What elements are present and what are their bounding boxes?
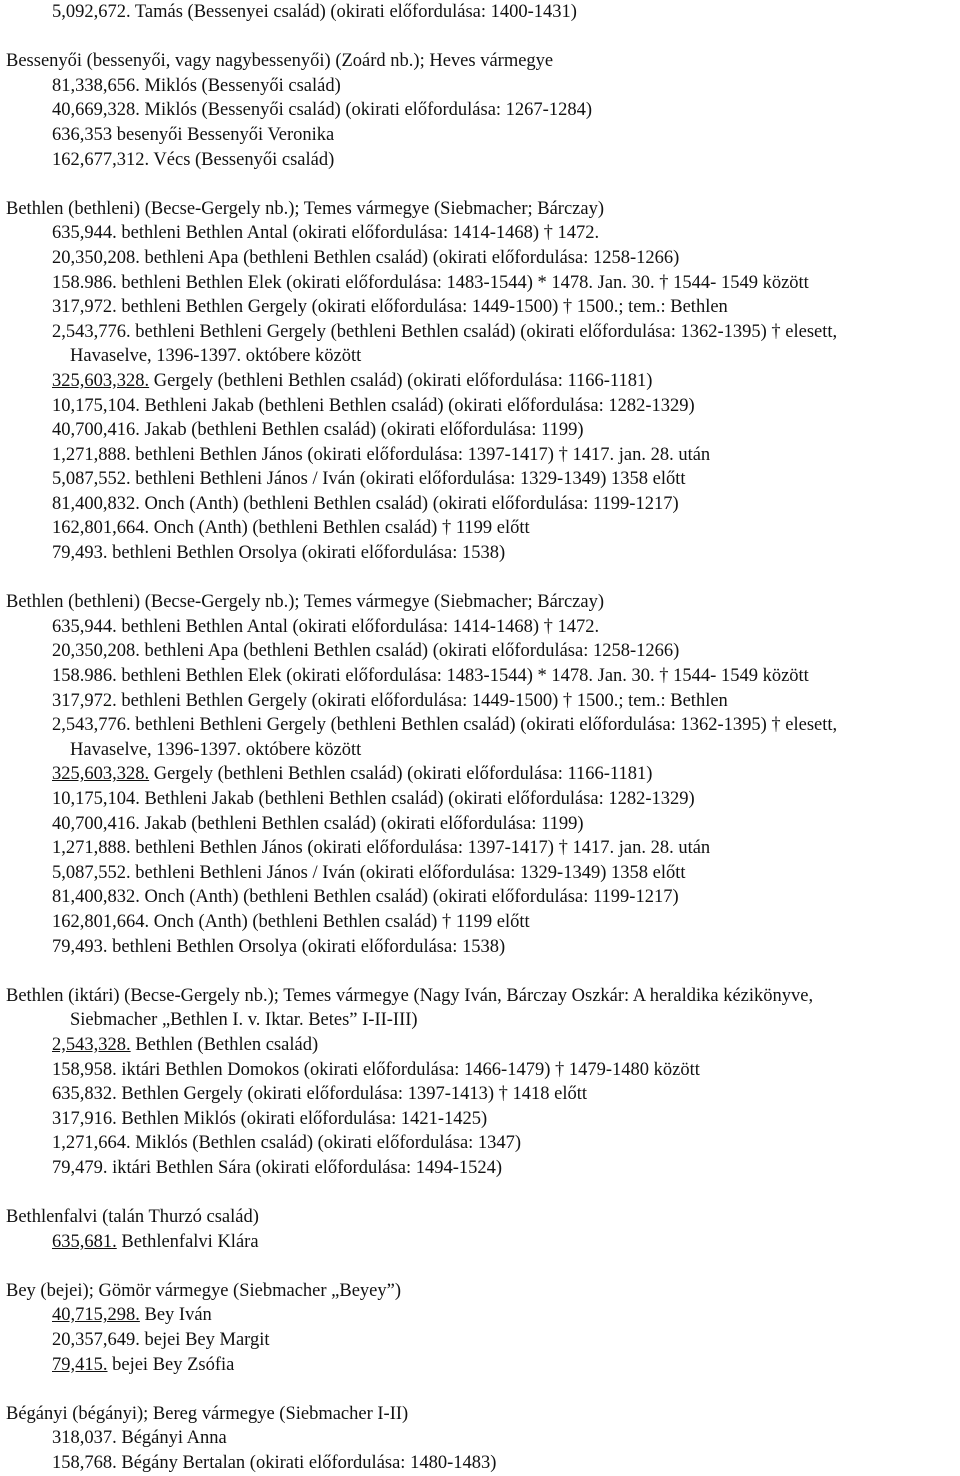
ancestor-number: 636,353 xyxy=(52,124,113,145)
family-entry xyxy=(6,1181,960,1255)
ancestor-line xyxy=(6,1353,960,1378)
ancestor-number: 635,681. xyxy=(52,1231,117,1252)
ancestor-description: bethleni Apa (bethleni Bethlen család) (okirati előfordulása: 1258-1266) xyxy=(139,641,680,662)
ancestor-number: 317,972. xyxy=(52,690,117,711)
family-heading: Bégányi (bégányi); Bereg vármegye (Siebmacher I-II) xyxy=(6,1403,409,1424)
ancestor-number: 5,087,552. xyxy=(52,862,131,883)
ancestor-line xyxy=(6,320,960,345)
ancestor-description: bethleni Bethleni János / Iván (okirati előfordulása: 1329-1349) 1358 előtt xyxy=(130,469,686,490)
ancestor-number: 162,801,664. xyxy=(52,911,150,932)
ancestor-number: 81,338,656. xyxy=(52,75,140,96)
ancestor-line xyxy=(6,885,960,910)
ancestor-number: 40,700,416. xyxy=(52,813,140,834)
ancestor-number: 635,832. xyxy=(52,1084,117,1105)
ancestor-description-continued: Havaselve, 1396-1397. októbere között xyxy=(70,739,362,760)
ancestor-number: 162,677,312. xyxy=(52,149,150,170)
ancestor-line xyxy=(6,935,960,960)
family-entry xyxy=(6,566,960,960)
ancestor-description: bethleni Bethlen János (okirati előfordulása: 1397-1417) † 1417. jan. 28. után xyxy=(130,444,711,465)
ancestor-line xyxy=(6,1058,960,1083)
ancestor-line xyxy=(6,762,960,787)
ancestor-number: 10,175,104. xyxy=(52,395,140,416)
entry-spacer xyxy=(6,172,960,197)
ancestor-description: bethleni Bethlen Antal (okirati előfordulása: 1414-1468) † 1472. xyxy=(116,616,600,637)
ancestor-number: 40,715,298. xyxy=(52,1305,140,1326)
entry-spacer xyxy=(6,1254,960,1279)
ancestor-description: Miklós (Bethlen család) (okirati előfordulása: 1347) xyxy=(130,1133,522,1154)
ancestor-description: bethleni Bethleni Gergely (bethleni Bethlen család) (okirati előfordulása: 1362-1395) † elesett, xyxy=(130,321,838,342)
family-heading: Bethlen (bethleni) (Becse-Gergely nb.); Temes vármegye (Siebmacher; Bárczay) xyxy=(6,198,604,219)
ancestor-description: Bethlen Miklós (okirati előfordulása: 1421-1425) xyxy=(116,1108,488,1129)
entry-spacer xyxy=(6,566,960,591)
ancestor-line xyxy=(6,910,960,935)
ancestor-description: Miklós (Bessenyői család) xyxy=(139,75,341,96)
ancestor-number: 2,543,776. xyxy=(52,715,131,736)
ancestor-number: 317,972. xyxy=(52,297,117,318)
ancestor-number: 10,175,104. xyxy=(52,789,140,809)
ancestor-line xyxy=(6,418,960,443)
ancestor-number: 158.986. xyxy=(52,666,117,687)
ancestor-line xyxy=(6,1082,960,1107)
ancestor-description: Bethlenfalvi Klára xyxy=(116,1231,259,1252)
family-entry xyxy=(6,0,960,25)
family-heading: Bessenyői (bessenyői, vagy nagybessenyői) (Zoárd nb.); Heves vármegye xyxy=(6,51,554,72)
ancestor-number: 1,271,664. xyxy=(52,1133,131,1154)
ancestor-line xyxy=(6,123,960,148)
ancestor-line xyxy=(6,1426,960,1451)
ancestor-line xyxy=(6,492,960,517)
ancestor-number: 1,271,888. xyxy=(52,838,131,859)
ancestor-number: 162,801,664. xyxy=(52,518,150,539)
ancestor-number: 635,944. xyxy=(52,616,117,637)
ancestor-description: bethleni Bethlen Orsolya (okirati előfordulása: 1538) xyxy=(107,543,506,564)
ancestor-description: Bégány Bertalan (okirati előfordulása: 1480-1483) xyxy=(116,1453,497,1474)
ancestor-description: bethleni Bethleni János / Iván (okirati előfordulása: 1329-1349) 1358 előtt xyxy=(130,862,686,883)
ancestor-description: bethleni Apa (bethleni Bethlen család) (okirati előfordulása: 1258-1266) xyxy=(139,247,680,268)
ancestor-line xyxy=(6,148,960,173)
ancestor-number: 20,350,208. xyxy=(52,641,140,662)
ancestor-description: Tamás (Bessenyei család) (okirati előfordulása: 1400-1431) xyxy=(130,2,577,22)
ancestor-description: Gergely (bethleni Bethlen család) (okirati előfordulása: 1166-1181) xyxy=(149,370,653,391)
ancestor-description: Onch (Anth) (bethleni Bethlen család) (okirati előfordulása: 1199-1217) xyxy=(139,887,679,908)
ancestor-line xyxy=(6,664,960,689)
ancestor-number: 40,669,328. xyxy=(52,100,140,121)
ancestor-line xyxy=(6,74,960,99)
ancestor-line xyxy=(6,1230,960,1255)
ancestor-description: Miklós (Bessenyői család) (okirati előfordulása: 1267-1284) xyxy=(139,100,592,121)
ancestor-number: 81,400,832. xyxy=(52,887,140,908)
ancestor-number: 20,350,208. xyxy=(52,247,140,268)
ancestor-description: bethleni Bethlen Elek (okirati előfordulása: 1483-1544) * 1478. Jan. 30. † 1544- 1549 között xyxy=(116,666,809,687)
ancestor-description: Bey Iván xyxy=(139,1305,212,1326)
ancestor-number: 2,543,776. xyxy=(52,321,131,342)
ancestor-description: iktári Bethlen Domokos (okirati előfordulása: 1466-1479) † 1479-1480 között xyxy=(116,1059,700,1080)
family-heading: Bethlenfalvi (talán Thurzó család) xyxy=(6,1207,259,1228)
ancestor-description: bethleni Bethlen Gergely (okirati előfordulása: 1449-1500) † 1500.; tem.: Bethlen xyxy=(116,297,728,318)
ancestor-description: Bethlen (Bethlen család) xyxy=(130,1034,319,1055)
ancestor-description: Onch (Anth) (bethleni Bethlen család) † 1199 előtt xyxy=(149,518,530,539)
family-entry xyxy=(6,1254,960,1377)
ancestor-number: 20,357,649. xyxy=(52,1330,140,1351)
ancestor-line xyxy=(6,639,960,664)
ancestor-line xyxy=(6,689,960,714)
ancestor-number: 317,916. xyxy=(52,1108,117,1129)
ancestor-line xyxy=(6,836,960,861)
family-heading: Bethlen (bethleni) (Becse-Gergely nb.); Temes vármegye (Siebmacher; Bárczay) xyxy=(6,592,604,613)
ancestor-number: 1,271,888. xyxy=(52,444,131,465)
ancestor-description: bejei Bey Margit xyxy=(139,1330,270,1351)
family-heading: Bethlen (iktári) (Becse-Gergely nb.); Temes vármegye (Nagy Iván, Bárczay Oszkár: A heraldika kézikönyve, xyxy=(6,985,814,1006)
ancestor-description: Jakab (bethleni Bethlen család) (okirati előfordulása: 1199) xyxy=(139,813,584,834)
ancestor-line xyxy=(6,516,960,541)
ancestor-line xyxy=(6,443,960,468)
ancestor-description: Bethleni Jakab (bethleni Bethlen család) (okirati előfordulása: 1282-1329) xyxy=(139,789,695,809)
ancestor-line xyxy=(6,98,960,123)
ancestor-line xyxy=(6,271,960,296)
ancestor-number: 5,087,552. xyxy=(52,469,131,490)
entry-spacer xyxy=(6,25,960,50)
ancestor-number: 325,603,328. xyxy=(52,370,150,391)
ancestor-description: Bethleni Jakab (bethleni Bethlen család) (okirati előfordulása: 1282-1329) xyxy=(139,395,695,416)
family-entry xyxy=(6,959,960,1180)
ancestor-line xyxy=(6,541,960,566)
ancestor-line xyxy=(6,1156,960,1181)
ancestor-number: 635,944. xyxy=(52,223,117,244)
ancestor-description: iktári Bethlen Sára (okirati előfordulása: 1494-1524) xyxy=(107,1157,503,1178)
ancestor-line xyxy=(6,615,960,640)
entry-spacer xyxy=(6,1181,960,1206)
ancestor-line xyxy=(6,812,960,837)
ancestor-description: bethleni Bethlen Orsolya (okirati előfordulása: 1538) xyxy=(107,936,506,957)
ancestor-number: 5,092,672. xyxy=(52,2,131,22)
ancestor-description: Gergely (bethleni Bethlen család) (okirati előfordulása: 1166-1181) xyxy=(149,764,653,785)
ancestor-number: 325,603,328. xyxy=(52,764,150,785)
family-entry xyxy=(6,1377,960,1475)
ancestor-line xyxy=(6,1033,960,1058)
entry-spacer xyxy=(6,1377,960,1402)
ancestor-number: 2,543,328. xyxy=(52,1034,131,1055)
ancestor-number: 81,400,832. xyxy=(52,493,140,514)
ancestor-number: 158,958. xyxy=(52,1059,117,1080)
ancestor-description: Vécs (Bessenyői család) xyxy=(149,149,335,170)
ancestor-description: bethleni Bethlen Elek (okirati előfordulása: 1483-1544) * 1478. Jan. 30. † 1544- 1549 között xyxy=(116,272,809,293)
ancestor-description-continued: Havaselve, 1396-1397. októbere között xyxy=(70,346,362,367)
ancestor-description: Jakab (bethleni Bethlen család) (okirati előfordulása: 1199) xyxy=(139,420,584,441)
ancestor-number: 79,493. xyxy=(52,936,108,957)
ancestor-description: bejei Bey Zsófia xyxy=(107,1354,235,1375)
ancestor-number: 158.986. xyxy=(52,272,117,293)
ancestor-description: bethleni Bethlen Antal (okirati előfordulása: 1414-1468) † 1472. xyxy=(116,223,600,244)
ancestor-line xyxy=(6,369,960,394)
ancestor-number: 40,700,416. xyxy=(52,420,140,441)
family-heading-continued: Siebmacher „Bethlen I. v. Iktar. Betes” I-II-III) xyxy=(70,1010,418,1031)
ancestor-line xyxy=(6,246,960,271)
family-entry xyxy=(6,172,960,566)
ancestor-line xyxy=(6,221,960,246)
ancestor-description: Onch (Anth) (bethleni Bethlen család) (okirati előfordulása: 1199-1217) xyxy=(139,493,679,514)
ancestor-number: 79,415. xyxy=(52,1354,108,1375)
ancestor-description: besenyői Bessenyői Veronika xyxy=(112,124,335,145)
ancestor-description: Bégányi Anna xyxy=(116,1428,227,1449)
ancestor-line xyxy=(6,1451,960,1476)
ancestor-line xyxy=(6,713,960,738)
ancestor-description: bethleni Bethleni Gergely (bethleni Bethlen család) (okirati előfordulása: 1362-1395) † elesett, xyxy=(130,715,838,736)
family-heading: Bey (bejei); Gömör vármegye (Siebmacher „Beyey”) xyxy=(6,1280,402,1301)
ancestor-line xyxy=(6,861,960,886)
ancestor-number: 79,493. xyxy=(52,543,108,564)
ancestor-line xyxy=(6,1131,960,1156)
ancestor-number: 158,768. xyxy=(52,1453,117,1474)
ancestor-line xyxy=(6,467,960,492)
family-entry xyxy=(6,25,960,173)
entry-spacer xyxy=(6,959,960,984)
ancestor-line xyxy=(6,1328,960,1353)
ancestor-line xyxy=(6,1107,960,1132)
ancestor-description: bethleni Bethlen János (okirati előfordulása: 1397-1417) † 1417. jan. 28. után xyxy=(130,838,711,859)
ancestor-line xyxy=(6,787,960,812)
ancestor-description: bethleni Bethlen Gergely (okirati előfordulása: 1449-1500) † 1500.; tem.: Bethlen xyxy=(116,690,728,711)
ancestor-number: 79,479. xyxy=(52,1157,108,1178)
ancestor-line xyxy=(6,1303,960,1328)
ancestor-number: 318,037. xyxy=(52,1428,117,1449)
ancestor-description: Onch (Anth) (bethleni Bethlen család) † 1199 előtt xyxy=(149,911,530,932)
ancestor-line xyxy=(6,394,960,419)
ancestor-line xyxy=(6,295,960,320)
ancestor-description: Bethlen Gergely (okirati előfordulása: 1397-1413) † 1418 előtt xyxy=(116,1084,588,1105)
ancestor-line xyxy=(6,0,960,25)
